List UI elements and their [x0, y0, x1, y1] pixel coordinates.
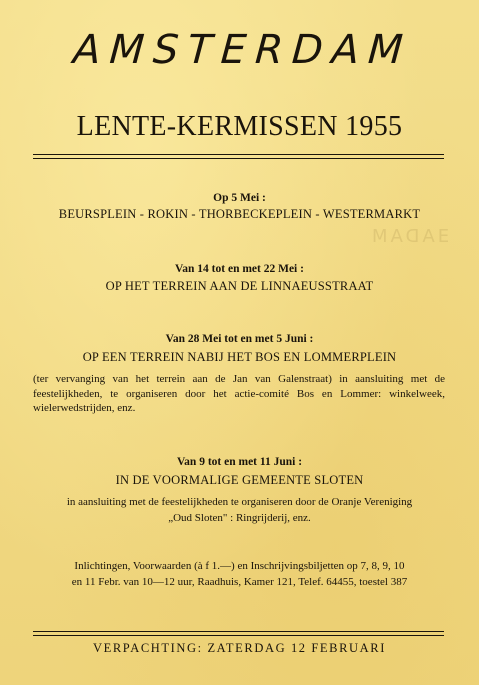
section-4-place: IN DE VOORMALIGE GEMEENTE SLOTEN [115, 473, 364, 487]
section-3-date: Van 28 Mei tot en met 5 Juni : [165, 333, 314, 345]
divider-bottom [33, 631, 444, 636]
section-4-date: Van 9 tot en met 11 Juni : [176, 456, 303, 468]
section-4-note-line-2: „Oud Sloten" : Ringrijderij, enz. [168, 512, 311, 524]
section-2-place: OP HET TERREIN AAN DE LINNAEUSSTRAAT [105, 279, 374, 293]
section-1-date: Op 5 Mei : [213, 192, 266, 204]
divider-top [33, 154, 444, 159]
bleed-through-mark: ƎADAM [368, 226, 449, 247]
info-line-2: en 11 Febr. van 10—12 uur, Raadhuis, Kamer 121, Telef. 64455, toestel 387 [71, 576, 408, 588]
auction-notice: VERPACHTING: ZATERDAG 12 FEBRUARI [93, 641, 386, 655]
event-title: LENTE-KERMISSEN 1955 [76, 111, 403, 142]
section-1-place: BEURSPLEIN - ROKIN - THORBECKEPLEIN - WESTERMARKT [58, 207, 421, 221]
section-3-place: OP EEN TERREIN NABIJ HET BOS EN LOMMERPLEIN [82, 350, 397, 364]
city-title: AMSTERDAM [71, 27, 414, 73]
section-2-date: Van 14 tot en met 22 Mei : [175, 263, 304, 275]
section-4-note-line-1: in aansluiting met de feestelijkheden te organiseren door de Oranje Vereniging [66, 496, 413, 508]
info-line-1: Inlichtingen, Voorwaarden (à f 1.—) en Inschrijvingsbiljetten op 7, 8, 9, 10 [74, 560, 405, 572]
section-3-note: (ter vervanging van het terrein aan de Jan van Galenstraat) in aansluiting met de feestelijkheden, te organiseren door het actie-comité Bos en Lommer: winkelweek, wielerwedstrijden, enz. [33, 373, 445, 414]
